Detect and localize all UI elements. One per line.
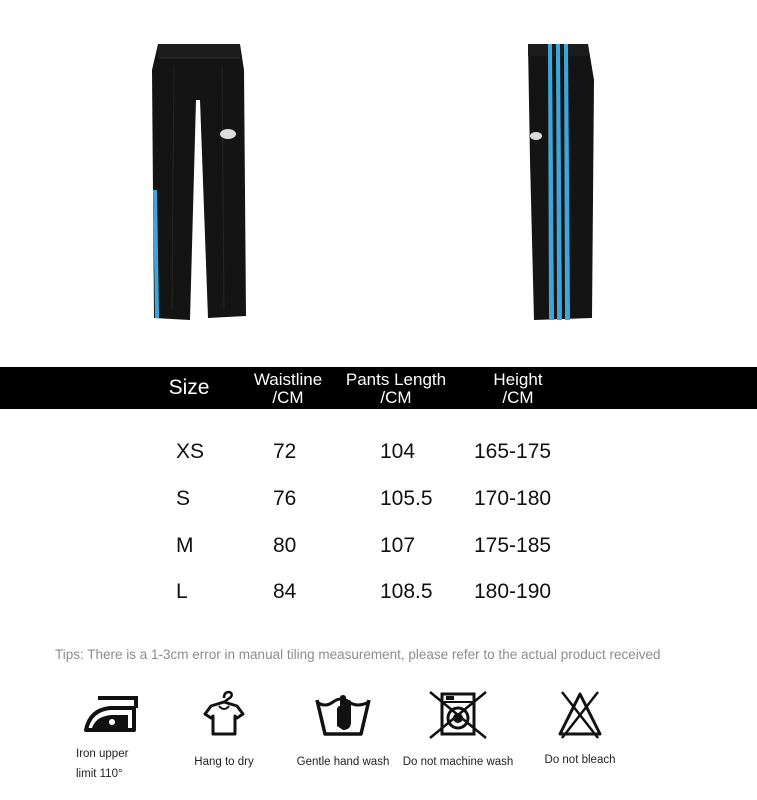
size-cell: S — [176, 487, 191, 510]
care-hand-wash — [293, 690, 393, 772]
length-cell: 107 — [380, 534, 416, 557]
care-no-machine-wash-label: Do not machine wash — [402, 756, 514, 768]
waist-cell: 84 — [273, 580, 297, 603]
care-hang-dry — [188, 688, 260, 772]
header-height-unit: /CM — [502, 388, 534, 407]
header-pants-length — [340, 371, 452, 407]
care-no-bleach-label: Do not bleach — [544, 754, 616, 766]
care-iron-label-line2: limit 110° — [76, 768, 123, 780]
header-pants-length-label: Pants Length — [345, 370, 447, 389]
pants-side-icon — [522, 40, 600, 324]
no-machine-wash-icon — [428, 690, 488, 740]
no-bleach-icon — [556, 688, 604, 740]
header-pants-length-unit: /CM — [380, 388, 412, 407]
care-hang-dry-label: Hang to dry — [194, 756, 254, 768]
header-height-label: Height — [493, 370, 543, 389]
length-cell: 104 — [380, 440, 416, 463]
iron-icon — [82, 690, 142, 738]
size-table-header — [0, 367, 757, 409]
height-cell: 170-180 — [474, 487, 552, 510]
care-no-machine-wash — [398, 690, 518, 772]
header-waistline-unit: /CM — [272, 388, 304, 407]
care-iron — [76, 690, 148, 784]
size-cell: M — [176, 534, 194, 557]
header-size: Size — [168, 376, 210, 399]
care-iron-label-line1: Iron upper — [76, 748, 129, 760]
waist-cell: 80 — [273, 534, 297, 557]
hanger-shirt-icon — [199, 688, 249, 738]
tips-text: Tips: There is a 1-3cm error in manual tiling measurement, please refer to the actual product received — [55, 647, 661, 662]
hand-wash-icon — [313, 690, 373, 738]
length-cell: 108.5 — [380, 580, 433, 603]
header-waistline — [236, 371, 340, 407]
header-waistline-label: Waistline — [253, 370, 323, 389]
header-height — [468, 371, 568, 407]
height-cell: 175-185 — [474, 534, 552, 557]
waist-cell: 72 — [273, 440, 297, 463]
care-no-bleach — [532, 688, 628, 770]
care-hand-wash-label: Gentle hand wash — [296, 756, 390, 768]
waist-cell: 76 — [273, 487, 297, 510]
height-cell: 180-190 — [474, 580, 552, 603]
size-cell: XS — [176, 440, 205, 463]
length-cell: 105.5 — [380, 487, 433, 510]
size-cell: L — [176, 580, 188, 603]
height-cell: 165-175 — [474, 440, 552, 463]
pants-front-icon — [146, 40, 250, 324]
